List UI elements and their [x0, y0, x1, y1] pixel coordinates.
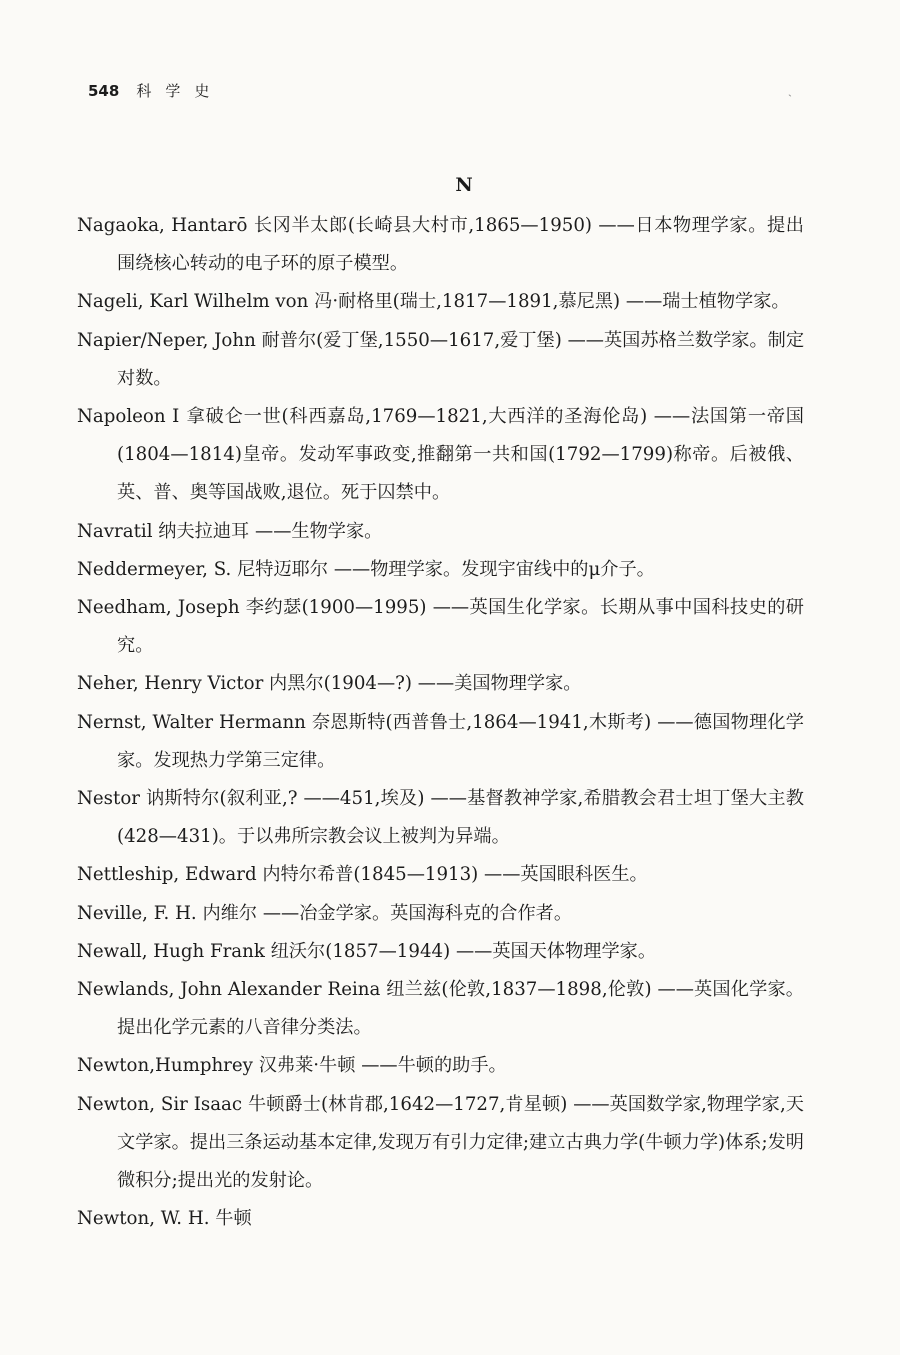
- entry-napoleon: Napoleon Ⅰ 拿破仑一世(科西嘉岛,1769—1821,大西洋的圣海伦岛) ——法国第一帝国(1804—1814)皇帝。发动军事政变,推翻第一共和国(1792—1799)称帝。后被俄、英、普、奥等国战败,退位。死于囚禁中。: [77, 406, 804, 504]
- entry-nagaoka: Nagaoka, Hantarō 长冈半太郎(长崎县大村市,1865—1950) ——日本物理学家。提出围绕核心转动的电子环的原子模型。: [77, 215, 804, 275]
- entry-newlands: Newlands, John Alexander Reina 纽兰兹(伦敦,1837—1898,伦敦) ——英国化学家。提出化学元素的八音律分类法。: [77, 979, 804, 1039]
- entry-list: [77, 207, 804, 1238]
- entry-napier: Napier/Neper, John 耐普尔(爱丁堡,1550—1617,爱丁堡) ——英国苏格兰数学家。制定对数。: [77, 329, 805, 389]
- entry-neville: Neville, F. H. 内维尔 ——冶金学家。英国海科克的合作者。: [77, 902, 573, 924]
- book-title: 科学史: [136, 82, 224, 100]
- entry-newton-humphrey: Newton,Humphrey 汉弗莱·牛顿 ——牛顿的助手。: [77, 1055, 507, 1077]
- entry-needham: Needham, Joseph 李约瑟(1900—1995) ——英国生化学家。长期从事中国科技史的研究。: [77, 597, 804, 657]
- entry-neher: Neher, Henry Victor 内黑尔(1904—?) ——美国物理学家。: [77, 673, 582, 695]
- margin-mark: ˎ: [788, 83, 792, 97]
- page-header: [88, 80, 223, 101]
- entry-nestor: Nestor 讷斯特尔(叙利亚,? ——451,埃及) ——基督教神学家,希腊教会君士坦丁堡大主教(428—431)。于以弗所宗教会议上被判为异端。: [77, 788, 804, 848]
- entry-newall: Newall, Hugh Frank 纽沃尔(1857—1944) ——英国天体物理学家。: [77, 940, 657, 962]
- entry-newton-wh: Newton, W. H. 牛顿: [77, 1208, 252, 1230]
- entry-nageli: Nageli, Karl Wilhelm von 冯·耐格里(瑞士,1817—1891,慕尼黑) ——瑞士植物学家。: [77, 291, 790, 313]
- entry-nettleship: Nettleship, Edward 内特尔希普(1845—1913) ——英国眼科医生。: [77, 864, 648, 886]
- entry-navratil: Navratil 纳夫拉迪耳 ——生物学家。: [77, 520, 383, 542]
- entry-neddermeyer: Neddermeyer, S. 尼特迈耶尔 ——物理学家。发现宇宙线中的μ介子。: [77, 558, 655, 580]
- entry-newton-isaac: Newton, Sir Isaac 牛顿爵士(林肯郡,1642—1727,肯星顿) ——英国数学家,物理学家,天文学家。提出三条运动基本定律,发现万有引力定律;建立古典力学(牛顿力学)体系;发明微积分;提出光的发射论。: [77, 1093, 804, 1192]
- section-letter: N: [455, 174, 473, 196]
- entry-nernst: Nernst, Walter Hermann 奈恩斯特(西普鲁士,1864—1941,木斯考) ——德国物理化学家。发现热力学第三定律。: [77, 711, 804, 771]
- page-number: 548: [88, 82, 120, 100]
